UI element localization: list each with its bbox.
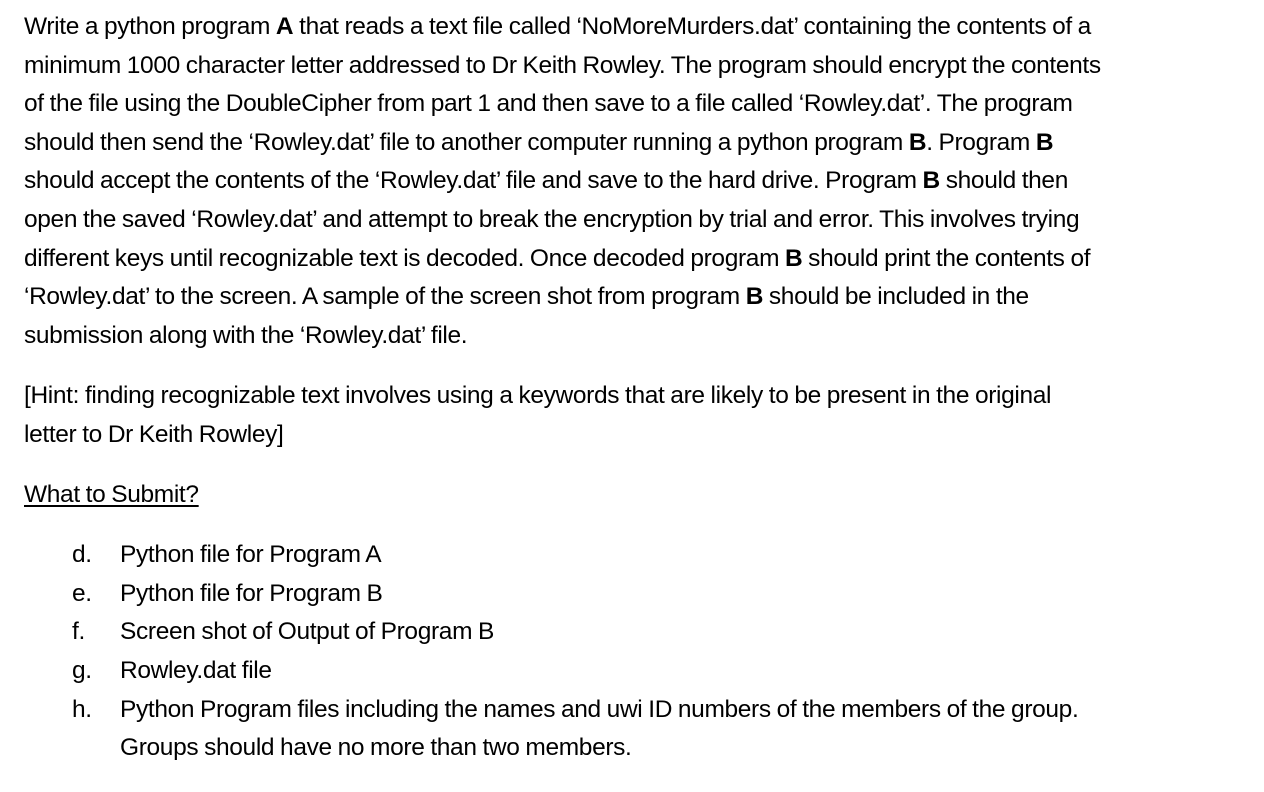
paragraph-line (24, 240, 1264, 279)
submit-list (24, 536, 1264, 768)
text-run: should accept the contents of the ‘Rowley.dat’ file and save to the hard drive. Program (24, 167, 923, 195)
text-run: Write a python program (24, 13, 276, 40)
list-item-text: Groups should have no more than two members. (120, 734, 632, 762)
list-item-text: Screen shot of Output of Program B (120, 618, 494, 646)
bold-program-label: B (784, 244, 803, 272)
text-run: open the saved ‘Rowley.dat’ and attempt to break the encryption by trial and error. This involves trying (24, 205, 1080, 233)
list-marker: d. (72, 541, 92, 569)
paragraph-line (24, 124, 1264, 163)
bold-program-label: B (908, 128, 927, 156)
hint-line: [Hint: finding recognizable text involves using a keywords that are likely to be present in the original (24, 382, 1052, 410)
paragraph-line (24, 8, 1264, 47)
text-run: that reads a text file called ‘NoMoreMurders.dat’ containing the contents of a (293, 13, 1091, 40)
paragraph-line (24, 85, 1264, 124)
text-run: should print the contents of (802, 244, 1091, 272)
bold-program-label: B (1035, 128, 1054, 156)
document (24, 8, 1264, 792)
paragraph-line (24, 317, 1264, 356)
text-run: submission along with the ‘Rowley.dat’ file. (24, 321, 468, 349)
list-marker: e. (72, 579, 92, 607)
list-item-text: Python file for Program B (120, 579, 383, 607)
list-item (24, 575, 1264, 614)
paragraph-line (24, 278, 1264, 317)
bold-program-label: A (275, 13, 294, 40)
list-item (24, 652, 1264, 691)
bold-program-label: B (922, 167, 940, 195)
list-item-text: Python file for Program A (120, 541, 382, 569)
paragraph-line (24, 201, 1264, 240)
text-run: minimum 1000 character letter addressed to Dr Keith Rowley. The program should encrypt the contents (24, 51, 1101, 79)
text-run: should then (939, 167, 1068, 195)
list-item-text: Rowley.dat file (120, 656, 272, 684)
text-run: . Program (926, 128, 1036, 156)
list-item (24, 691, 1264, 768)
text-run: different keys until recognizable text is decoded. Once decoded program (24, 244, 785, 272)
paragraph-line (24, 47, 1264, 86)
main-paragraph (24, 8, 1264, 355)
text-run: should then send the ‘Rowley.dat’ file to another computer running a python program (24, 128, 909, 156)
text-run: ‘Rowley.dat’ to the screen. A sample of the screen shot from program (24, 283, 746, 311)
list-item (24, 536, 1264, 575)
hint-paragraph (24, 377, 1264, 454)
list-item (24, 613, 1264, 652)
paragraph-line (24, 162, 1264, 201)
text-run: of the file using the DoubleCipher from part 1 and then save to a file called ‘Rowley.dat’. The program (24, 90, 1073, 118)
list-item-text: Python Program files including the names and uwi ID numbers of the members of the group. (120, 695, 1079, 723)
hint-line: letter to Dr Keith Rowley] (24, 420, 284, 448)
text-run: should be included in the (763, 283, 1029, 311)
list-marker: g. (72, 656, 92, 684)
submit-heading: What to Submit? (24, 480, 199, 508)
list-marker: f. (72, 618, 85, 646)
list-marker: h. (72, 695, 92, 723)
bold-program-label: B (745, 283, 764, 311)
